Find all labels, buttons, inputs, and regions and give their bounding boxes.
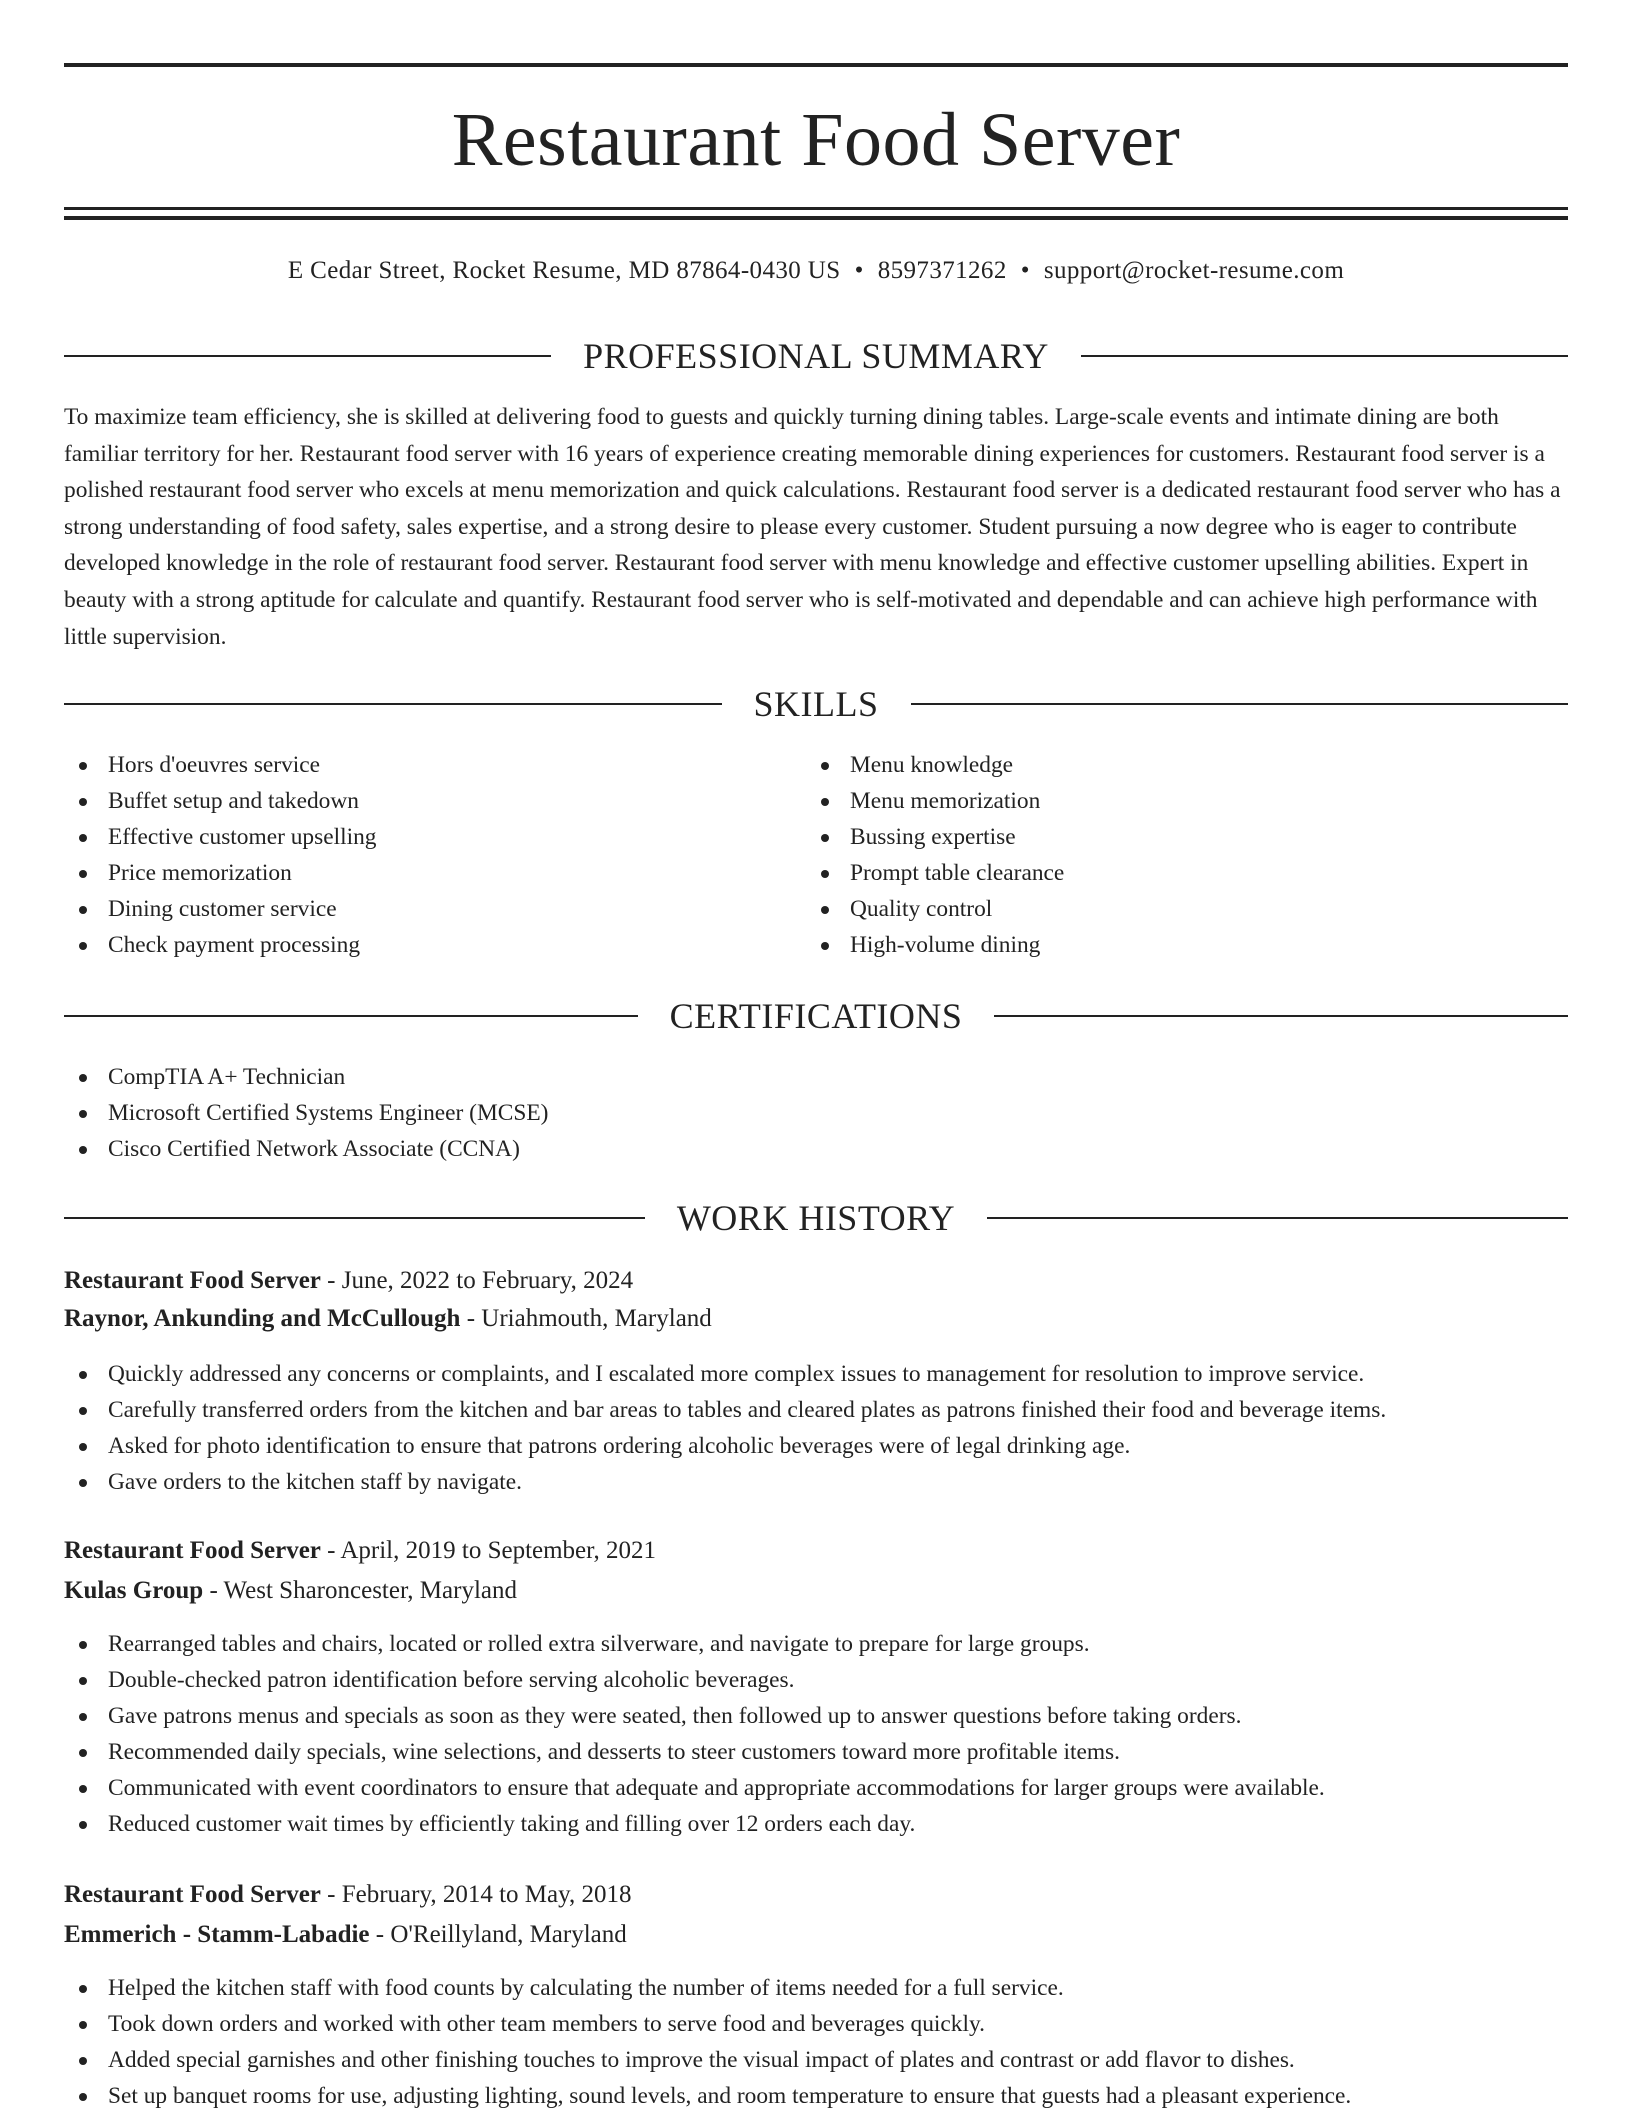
job-title: Restaurant Food Server <box>64 1881 321 1908</box>
job-location: - Uriahmouth, Maryland <box>460 1305 712 1332</box>
job-duty-item: Helped the kitchen staff with food counts by calculating the number of items needed for a full service. <box>64 1970 1568 2006</box>
job-title-line <box>64 1877 1568 1913</box>
heading-rule-left <box>64 355 551 357</box>
job-duty-item: Set up banquet rooms for use, adjusting lighting, sound levels, and room temperature to ensure that guests had a pleasant experience. <box>64 2078 1568 2114</box>
job-title-line <box>64 1263 1568 1299</box>
job-duties-list <box>64 1626 1568 1842</box>
skill-item: Price memorization <box>64 855 764 891</box>
job-title-line <box>64 1533 1568 1569</box>
skill-item: Dining customer service <box>64 891 764 927</box>
skill-item: Menu knowledge <box>806 747 1506 783</box>
job-company-line <box>64 1301 1568 1337</box>
job-duty-item: Rearranged tables and chairs, located or rolled extra silverware, and navigate to prepare for large groups. <box>64 1626 1568 1662</box>
job-duty-item: Quickly addressed any concerns or complaints, and I escalated more complex issues to management for resolution to improve service. <box>64 1356 1568 1392</box>
job-duty-item: Gave patrons menus and specials as soon as they were seated, then followed up to answer questions before taking orders. <box>64 1698 1568 1734</box>
contact-email: support@rocket-resume.com <box>1043 257 1345 284</box>
job-duty-item: Reduced customer wait times by efficiently taking and filling over 12 orders each day. <box>64 1806 1568 1842</box>
job-title: Restaurant Food Server <box>64 1267 321 1294</box>
job-dates: - April, 2019 to September, 2021 <box>320 1537 656 1564</box>
job-duty-item: Gave orders to the kitchen staff by navigate. <box>64 1464 1568 1500</box>
job-duty-item: Double-checked patron identification before serving alcoholic beverages. <box>64 1662 1568 1698</box>
skill-item: High-volume dining <box>806 927 1506 963</box>
job-duty-item: Communicated with event coordinators to ensure that adequate and appropriate accommodations for larger groups were available. <box>64 1770 1568 1806</box>
skill-item: Menu memorization <box>806 783 1506 819</box>
job-company: Raynor, Ankunding and McCullough <box>64 1305 461 1332</box>
job-duty-item: Took down orders and worked with other team members to serve food and beverages quickly. <box>64 2006 1568 2042</box>
header-top-rule <box>64 63 1568 67</box>
section-title: CERTIFICATIONS <box>669 996 963 1036</box>
contact-separator: • <box>854 257 864 284</box>
job-location: - O'Reillyland, Maryland <box>369 1921 627 1948</box>
skill-item: Prompt table clearance <box>806 855 1506 891</box>
job-company: Kulas Group <box>64 1577 204 1604</box>
summary-text: To maximize team efficiency, she is skilled at delivering food to guests and quickly turning dining tables. Large-scale events and intimate dining are both familiar territory for her. Restaurant food server with 16 years of experience creating memorable dining experiences for customers. Restaurant food server is a polished restaurant food server who excels at menu memorization and quick calculations. Restaurant food server is a dedicated restaurant food server who has a strong understanding of food safety, sales expertise, and a strong desire to please every customer. Student pursuing a now degree who is eager to contribute developed knowledge in the role of restaurant food server. Restaurant food server with menu knowledge and effective customer upselling abilities. Expert in beauty with a strong aptitude for calculate and quantify. Restaurant food server who is self-motivated and dependable and can achieve high performance with little supervision. <box>64 404 1561 650</box>
certification-item: Cisco Certified Network Associate (CCNA) <box>64 1131 1568 1167</box>
heading-rule-left <box>64 1217 645 1219</box>
job-title: Restaurant Food Server <box>64 1537 321 1564</box>
job-company-line <box>64 1917 1568 1953</box>
skills-list-right <box>806 747 1506 963</box>
job-dates: - June, 2022 to February, 2024 <box>320 1267 634 1294</box>
skills-list-left <box>64 747 764 963</box>
certifications-section-heading <box>64 994 1568 1038</box>
heading-rule-left <box>64 1015 638 1017</box>
certification-item: CompTIA A+ Technician <box>64 1059 1568 1095</box>
heading-rule-right <box>994 1015 1568 1017</box>
section-title: WORK HISTORY <box>676 1198 956 1238</box>
skill-item: Hors d'oeuvres service <box>64 747 764 783</box>
job-company-line <box>64 1573 1568 1609</box>
heading-rule-right <box>1081 355 1568 357</box>
skill-item: Effective customer upselling <box>64 819 764 855</box>
section-title: SKILLS <box>753 684 879 724</box>
contact-separator: • <box>1020 257 1030 284</box>
contact-line <box>64 254 1568 288</box>
job-dates: - February, 2014 to May, 2018 <box>320 1881 632 1908</box>
contact-phone: 8597371262 <box>877 257 1007 284</box>
job-location: - West Sharoncester, Maryland <box>203 1577 517 1604</box>
candidate-name: Restaurant Food Server <box>451 98 1181 182</box>
skill-item: Buffet setup and takedown <box>64 783 764 819</box>
work-history-section-heading <box>64 1196 1568 1240</box>
skill-item: Quality control <box>806 891 1506 927</box>
job-duty-item: Carefully transferred orders from the kitchen and bar areas to tables and cleared plates as patrons finished their food and beverage items. <box>64 1392 1568 1428</box>
job-duty-item: Added special garnishes and other finishing touches to improve the visual impact of plates and contrast or add flavor to dishes. <box>64 2042 1568 2078</box>
certifications-list <box>64 1059 1568 1167</box>
job-duties-list <box>64 1356 1568 1500</box>
header-double-rule <box>64 207 1568 220</box>
job-duties-list <box>64 1970 1568 2114</box>
job-company: Emmerich - Stamm-Labadie <box>64 1921 370 1948</box>
heading-rule-right <box>911 703 1569 705</box>
section-title: PROFESSIONAL SUMMARY <box>583 336 1049 376</box>
skill-item: Check payment processing <box>64 927 764 963</box>
certification-item: Microsoft Certified Systems Engineer (MCSE) <box>64 1095 1568 1131</box>
contact-address: E Cedar Street, Rocket Resume, MD 87864-0430 US <box>287 257 841 284</box>
summary-section-heading <box>64 334 1568 378</box>
job-duty-item: Recommended daily specials, wine selections, and desserts to steer customers toward more profitable items. <box>64 1734 1568 1770</box>
skill-item: Bussing expertise <box>806 819 1506 855</box>
skills-section-heading <box>64 682 1568 726</box>
heading-rule-left <box>64 703 722 705</box>
heading-rule-right <box>987 1217 1568 1219</box>
job-duty-item: Asked for photo identification to ensure that patrons ordering alcoholic beverages were of legal drinking age. <box>64 1428 1568 1464</box>
